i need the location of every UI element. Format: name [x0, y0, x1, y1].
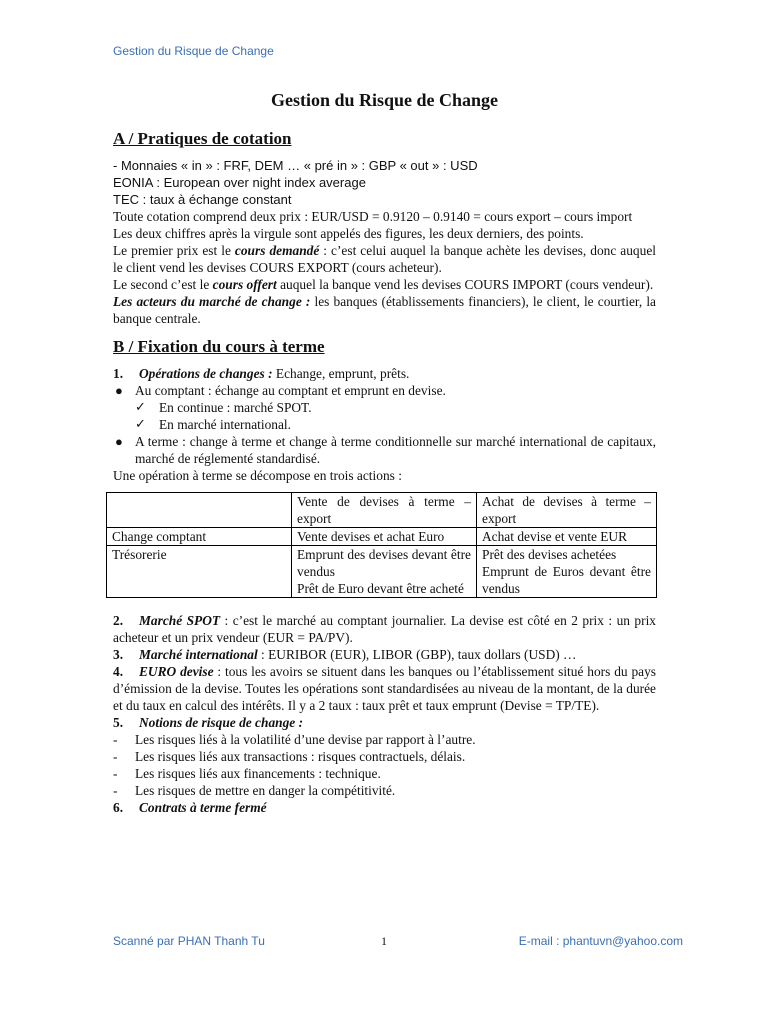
list-item: ✓ En marché international.: [135, 417, 291, 432]
document-title: Gestion du Risque de Change: [270, 90, 499, 110]
table-cell: [477, 546, 657, 598]
list-item: - Les risques liés aux financements : technique.: [113, 766, 381, 781]
list-item: ● A terme : change à terme et change à terme conditionnelle sur marché international de capitaux, marché de réglementé standardisé.: [115, 434, 656, 466]
cell-line: Emprunt de Euros devant être vendus: [482, 564, 651, 596]
cours-offert-paragraph: Le second c’est le cours offert auquel la banque vend les devises COURS IMPORT (cours vendeur).: [113, 277, 654, 292]
bullet-dot-icon: ●: [115, 434, 123, 449]
table-cell: Change comptant: [107, 528, 292, 546]
bullet-list: [113, 433, 656, 467]
cours-demande-paragraph: Le premier prix est le cours demandé : c’est celui auquel la banque achète les devises, donc auquel le client vend les devises COURS EXPORT (cours acheteur).: [113, 243, 656, 275]
footer-email: E-mail : phantuvn@yahoo.com: [518, 934, 683, 948]
page-footer: [113, 934, 683, 950]
figures-line: Les deux chiffres après la virgule sont appelés des figures, les deux derniers, des points.: [113, 226, 584, 241]
list-item: - Les risques de mettre en danger la compétitivité.: [113, 783, 396, 798]
euro-devise-term: EURO devise: [139, 664, 214, 679]
tec-line: TEC : taux à échange constant: [113, 192, 292, 207]
table-cell: Vente de devises à terme – export: [292, 493, 477, 528]
section-a-line: [113, 174, 656, 191]
numbered-item-2: 2. Marché SPOT : c’est le marché au comptant journalier. La devise est côté en 2 prix : un prix acheteur et un prix vendeur (EUR = PA/PV).: [113, 613, 656, 645]
table-cell: Vente devises et achat Euro: [292, 528, 477, 546]
numbered-item-1: 1. Opérations de changes : Echange, emprunt, prêts.: [113, 366, 410, 381]
numbered-item-3: 3. Marché international : EURIBOR (EUR), LIBOR (GBP), taux dollars (USD) …: [113, 647, 577, 662]
footer-scanner-credit: Scanné par PHAN Thanh Tu: [113, 934, 265, 948]
section-b-heading: B / Fixation du cours à terme: [113, 337, 325, 356]
section-a-heading: A / Pratiques de cotation: [113, 129, 292, 148]
cours-offert-term: cours offert: [212, 277, 277, 292]
list-item: ● Au comptant : échange au comptant et emprunt en devise.: [115, 383, 446, 398]
operations-term: Opérations de changes :: [139, 366, 273, 381]
numbered-item-4: 4. EURO devise : tous les avoirs se situent dans les banques ou l’établissement situé hors du pays d’émission de la devise. Toutes les opérations sont standardisées au niveau de la montant, de la durée et du taux en calcul des intérêts. Il y a 2 taux : taux prêt et taux emprunt (Devise = TP/TE).: [113, 664, 656, 713]
notions-risque-term: Notions de risque de change :: [139, 715, 304, 730]
cours-demande-term: cours demandé: [234, 243, 320, 258]
monnaies-line: - Monnaies « in » : FRF, DEM … « pré in » : GBP « out » : USD: [113, 158, 478, 173]
table-cell: [292, 546, 477, 598]
list-item: ✓ En continue : marché SPOT.: [135, 400, 312, 415]
page-number: 1: [381, 934, 387, 948]
table-intro: Une opération à terme se décompose en trois actions :: [113, 468, 402, 483]
bullet-list: [113, 382, 656, 399]
table-cell: Achat devise et vente EUR: [477, 528, 657, 546]
document-body: [113, 90, 656, 816]
checkmark-icon: ✓: [135, 400, 146, 415]
table-row: [107, 546, 657, 598]
eonia-line: EONIA : European over night index average: [113, 175, 366, 190]
table-cell: Achat de devises à terme – export: [477, 493, 657, 528]
check-list: [113, 399, 656, 433]
list-item: - Les risques liés aux transactions : risques contractuels, délais.: [113, 749, 466, 764]
acteurs-paragraph: Les acteurs du marché de change : les banques (établissements financiers), le client, le courtier, la banque centrale.: [113, 294, 656, 326]
operations-table: [106, 492, 657, 598]
numbered-item-5: 5. Notions de risque de change :: [113, 715, 304, 730]
contrats-terme-term: Contrats à terme fermé: [139, 800, 267, 815]
acteurs-term: Les acteurs du marché de change :: [113, 294, 311, 309]
list-item: - Les risques liés à la volatilité d’une devise par rapport à l’autre.: [113, 732, 476, 747]
cell-line: Prêt des devises achetées: [482, 547, 617, 562]
cotation-line: Toute cotation comprend deux prix : EUR/USD = 0.9120 – 0.9140 = cours export – cours import: [113, 209, 633, 224]
table-cell: Trésorerie: [107, 546, 292, 598]
numbered-item-6: 6. Contrats à terme fermé: [113, 800, 267, 815]
cell-line: Emprunt des devises devant être vendus: [297, 547, 471, 579]
marche-spot-term: Marché SPOT: [139, 613, 221, 628]
marche-international-term: Marché international: [139, 647, 258, 662]
running-header: Gestion du Risque de Change: [113, 44, 274, 58]
table-header-row: [107, 493, 657, 528]
cell-line: Prêt de Euro devant être acheté: [297, 581, 464, 596]
table-cell: [107, 493, 292, 528]
checkmark-icon: ✓: [135, 417, 146, 432]
section-a-line: [113, 191, 656, 208]
bullet-dot-icon: ●: [115, 383, 123, 398]
section-a-line: [113, 157, 656, 174]
risk-list: [113, 731, 656, 799]
table-row: [107, 528, 657, 546]
